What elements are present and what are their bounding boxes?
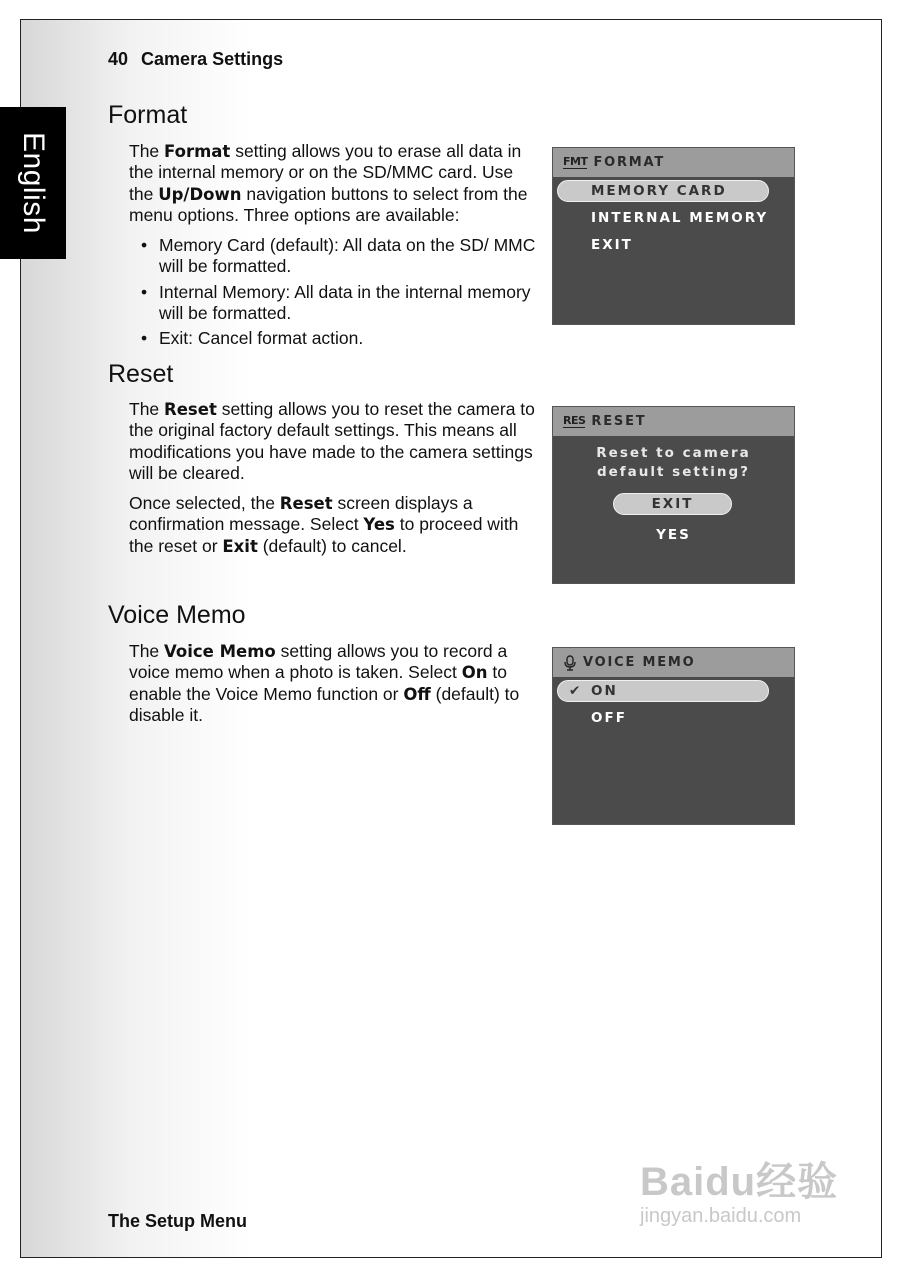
- watermark-sub: jingyan.baidu.com: [640, 1205, 802, 1227]
- list-item: • Internal Memory: All data in the internal memory will be formatted.: [141, 281, 531, 324]
- reset-screen: [552, 406, 795, 584]
- watermark-main: Baidu经验: [640, 1160, 839, 1204]
- voice-memo-screen-title: VOICE MEMO: [583, 655, 696, 670]
- reset-message-line-2: default setting?: [596, 464, 751, 480]
- page-footer: The Setup Menu: [108, 1211, 247, 1231]
- microphone-icon: [563, 655, 577, 671]
- format-options-list: [129, 235, 539, 349]
- reset-body: [129, 399, 539, 566]
- exit-button-label: EXIT: [651, 496, 694, 512]
- on-option[interactable]: [557, 680, 769, 702]
- reset-screen-title: RESET: [591, 414, 647, 429]
- off-option[interactable]: OFF: [591, 710, 627, 726]
- format-body: [129, 141, 539, 354]
- voice-memo-screen-titlebar: [553, 648, 794, 677]
- internal-memory-option[interactable]: INTERNAL MEMORY: [591, 210, 769, 226]
- reset-message-line-1: Reset to camera: [596, 445, 751, 461]
- on-option-label: ON: [591, 683, 618, 699]
- page-header: [108, 49, 283, 70]
- section-title-format: Format: [108, 101, 188, 129]
- check-icon: ✔: [569, 683, 583, 699]
- yes-button[interactable]: YES: [656, 527, 691, 543]
- header-title: Camera Settings: [141, 49, 284, 69]
- list-item: • Exit: Cancel format action.: [141, 328, 364, 349]
- language-tab-label: English: [17, 132, 50, 234]
- reset-paragraph-2: Once selected, the Reset screen displays a confirmation message. Select Yes to proceed with the reset or Exit (default) to cancel.: [129, 493, 519, 556]
- voice-memo-body: [129, 641, 539, 735]
- memory-card-label: MEMORY CARD: [591, 183, 727, 199]
- reset-screen-titlebar: [553, 407, 794, 436]
- format-icon: FMT: [563, 155, 588, 168]
- list-item: • Memory Card (default): All data on the SD/ MMC will be formatted.: [141, 235, 536, 277]
- reset-icon: RES: [563, 414, 586, 427]
- watermark: [640, 1150, 838, 1228]
- voice-memo-paragraph: The Voice Memo setting allows you to record a voice memo when a photo is taken. Select On to enable the Voice Memo function or Off (default) to disable it.: [129, 641, 520, 725]
- format-screen: [552, 147, 795, 325]
- section-title-reset: Reset: [108, 360, 174, 388]
- section-title-voice-memo: Voice Memo: [108, 601, 246, 629]
- format-paragraph: The Format setting allows you to erase all data in the internal memory or on the SD/MMC card. Use the Up/Down navigation buttons to select from the menu options. Three options are available:: [129, 141, 528, 225]
- reset-paragraph-1: The Reset setting allows you to reset the camera to the original factory default settings. This means all modifications you have made to the camera settings will be cleared.: [129, 399, 535, 483]
- format-screen-titlebar: [553, 148, 794, 177]
- language-tab: [0, 107, 66, 259]
- format-screen-title: FORMAT: [593, 155, 666, 170]
- exit-option[interactable]: EXIT: [591, 237, 633, 253]
- voice-memo-screen: [552, 647, 795, 825]
- page-number: 40: [108, 49, 129, 69]
